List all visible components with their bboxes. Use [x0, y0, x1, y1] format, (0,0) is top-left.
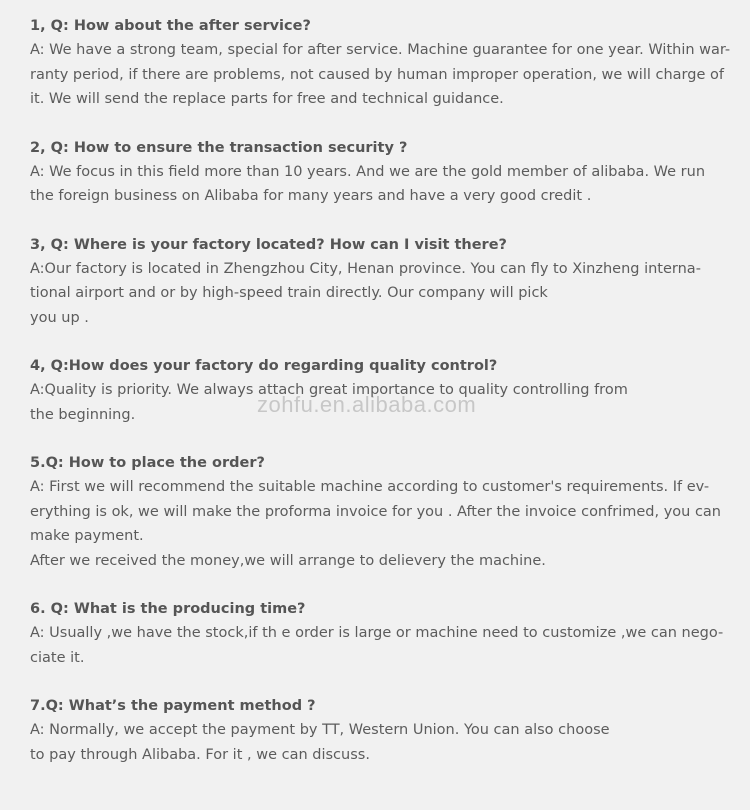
faq-answer [30, 160, 730, 209]
faq-question: 7.Q: What’s the payment method ? [30, 698, 316, 714]
faq-answer [30, 475, 730, 573]
faq-answer-line: ciate it. [30, 649, 85, 666]
faq-answer-line: A: First we will recommend the suitable machine according to customer's requirements. If ev- [30, 479, 710, 495]
faq-item [30, 136, 730, 209]
faq-answer-line: make payment. [30, 528, 144, 544]
faq-answer-line: A:Quality is priority. We always attach great importance to quality controlling from [30, 382, 628, 398]
faq-answer [30, 378, 730, 427]
faq-answer-line: A: We focus in this field more than 10 years. And we are the gold member of alibaba. We run [30, 163, 706, 180]
faq-answer-line: tional airport and or by high-speed train directly. Our company will pick [30, 285, 548, 301]
watermark: zohfu.en.alibaba.com [257, 392, 477, 417]
faq-answer-line: to pay through Alibaba. For it , we can discuss. [30, 746, 370, 763]
faq-answer-line: A: Normally, we accept the payment by TT, Western Union. You can also choose [30, 722, 610, 738]
faq-item [30, 233, 730, 331]
faq-answer-line: A: We have a strong team, special for after service. Machine guarantee for one year. Within war- [30, 42, 731, 58]
faq-answer-line: erything is ok, we will make the proforma invoice for you . After the invoice confrimed, you can [30, 503, 721, 520]
faq-answer-line: the beginning. [30, 406, 136, 423]
faq-question: 5.Q: How to place the order? [30, 455, 265, 471]
faq-answer [30, 257, 730, 331]
faq-question: 1, Q: How about the after service? [30, 18, 311, 34]
faq-answer [30, 38, 730, 112]
faq-answer-line: you up . [30, 309, 89, 326]
faq-question: 3, Q: Where is your factory located? How can I visit there? [30, 236, 507, 253]
faq-item [30, 694, 730, 767]
faq-question: 2, Q: How to ensure the transaction security ? [30, 139, 408, 156]
faq-answer [30, 621, 730, 670]
faq-answer [30, 718, 730, 767]
faq-item [30, 597, 730, 670]
faq-answer-line: the foreign business on Alibaba for many years and have a very good credit . [30, 188, 592, 204]
faq-question: 4, Q:How does your factory do regarding quality control? [30, 358, 498, 374]
faq-answer-line: A: Usually ,we have the stock,if th e order is large or machine need to customize ,we can nego- [30, 625, 724, 641]
faq-answer-line: ranty period, if there are problems, not caused by human improper operation, we will charge of [30, 66, 724, 83]
faq-item [30, 354, 730, 427]
faq-item [30, 451, 730, 573]
faq-list [30, 14, 730, 791]
faq-answer-line: A:Our factory is located in Zhengzhou City, Henan province. You can fly to Xinzheng interna- [30, 260, 701, 277]
faq-answer-line: it. We will send the replace parts for free and technical guidance. [30, 91, 504, 107]
faq-answer-line: After we received the money,we will arrange to delievery the machine. [30, 552, 546, 569]
faq-question: 6. Q: What is the producing time? [30, 601, 306, 617]
faq-item [30, 14, 730, 112]
